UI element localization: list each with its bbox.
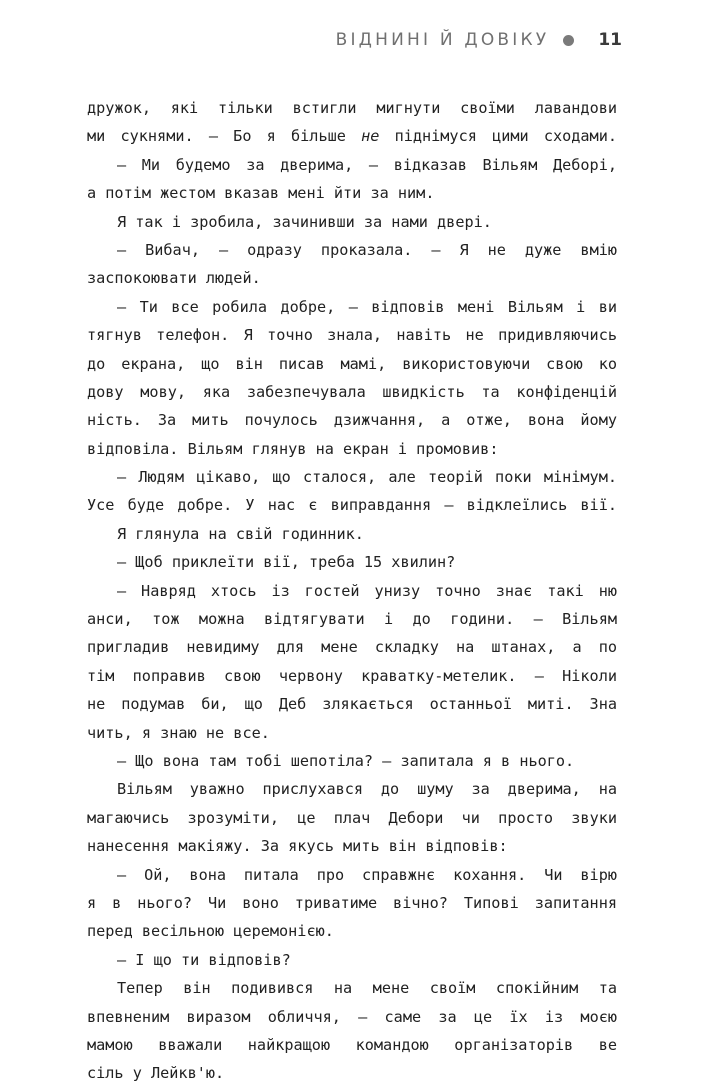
line-text: я в нього? Чи воно триватиме вічно? Типові запитання: [87, 893, 617, 912]
page-number: 11: [598, 30, 622, 50]
text-line: [87, 122, 617, 150]
text-line: [87, 861, 617, 889]
text-line: [87, 577, 617, 605]
line-text: тягнув телефон. Я точно знала, навіть не придивляючись: [87, 326, 617, 345]
line-text: Тепер він подивився на мене своїм спокійним та: [117, 979, 617, 998]
text-line: [87, 633, 617, 661]
line-text: — Ти все робила добре, — відповів мені Вільям і ви: [117, 297, 617, 316]
line-text: впевненим виразом обличчя, — саме за це їх із моєю: [87, 1007, 617, 1026]
text-line: [87, 293, 617, 321]
text-line: [87, 662, 617, 690]
text-line: [87, 917, 617, 945]
text-line: [87, 690, 617, 718]
line-text: заспокоювати людей.: [87, 269, 261, 288]
line-text: до екрана, що він писав мамі, використовуючи свою ко: [87, 354, 617, 373]
line-text: анси, тож можна відтягувати і до години. — Вільям: [87, 610, 617, 629]
line-text: дружок, які тільки встигли мигнути своїми лавандови: [87, 99, 617, 117]
line-text: — І що ти відповів?: [117, 950, 291, 969]
line-text: — Що вона там тобі шепотіла? — запитала я в нього.: [117, 751, 575, 770]
line-text: не подумав би, що Деб злякається останньої миті. Зна: [87, 695, 617, 714]
text-line: [87, 264, 617, 292]
line-text: Усе буде добре. У нас є виправдання — відклеїлись вії.: [87, 496, 617, 515]
body-text: [87, 94, 617, 1088]
emphasized-word: не: [361, 127, 380, 146]
line-text: — Вибач, — одразу проказала. — Я не дуже вмію: [117, 240, 617, 259]
text-line: [87, 463, 617, 491]
text-line: [87, 775, 617, 803]
line-text: пригладив невидиму для мене складку на штанах, а по: [87, 638, 617, 657]
text-line: [87, 236, 617, 264]
text-line: [87, 179, 617, 207]
bullet-dot-icon: [563, 35, 574, 46]
line-text: — Навряд хтось із гостей унизу точно знає такі ню: [117, 581, 617, 600]
line-text: — Людям цікаво, що сталося, але теорій поки мінімум.: [117, 468, 617, 487]
text-line: [87, 946, 617, 974]
line-text: дову мову, яка забезпечувала швидкість та конфіденцій: [87, 382, 617, 401]
line-text: чить, я знаю не все.: [87, 723, 270, 742]
line-text-tail: піднімуся цими сходами.: [379, 127, 617, 146]
text-line: [87, 321, 617, 349]
text-line: [87, 520, 617, 548]
line-text: магаючись зрозуміти, це плач Дебори чи просто звуки: [87, 808, 617, 827]
text-line: [87, 889, 617, 917]
text-line: [87, 974, 617, 1002]
line-text: мамою вважали найкращою командою організаторів ве: [87, 1035, 617, 1054]
line-text: а потім жестом вказав мені йти за ним.: [87, 184, 435, 203]
line-text: Вільям уважно прислухався до шуму за дверима, на: [117, 780, 617, 799]
line-text: сіль у Лейкв'ю.: [87, 1064, 225, 1083]
text-line: [87, 548, 617, 576]
line-text: — Щоб приклеїти вії, треба 15 хвилин?: [117, 553, 456, 572]
line-text: ми сукнями. — Бо я більше: [87, 127, 362, 146]
text-line: [87, 605, 617, 633]
text-line: [87, 406, 617, 434]
text-line: [87, 804, 617, 832]
text-line: [87, 350, 617, 378]
text-line: [87, 94, 617, 122]
text-line: [87, 435, 617, 463]
line-text: Я глянула на свій годинник.: [117, 524, 364, 543]
line-text: ність. За мить почулось дзижчання, а отже, вона йому: [87, 411, 617, 430]
text-line: [87, 491, 617, 519]
running-title: ВІДНИНІ Й ДОВІКУ: [335, 30, 550, 50]
line-text: відповіла. Вільям глянув на екран і промовив:: [87, 439, 499, 458]
line-text: — Ой, вона питала про справжнє кохання. Чи вірю: [117, 865, 617, 884]
line-text: тім поправив свою червону краватку-метелик. — Ніколи: [87, 666, 617, 685]
text-line: [87, 1031, 617, 1059]
line-text: нанесення макіяжу. За якусь мить він відповів:: [87, 837, 508, 856]
text-line: [87, 719, 617, 747]
running-head: [336, 30, 622, 50]
text-line: [87, 151, 617, 179]
text-line: [87, 747, 617, 775]
line-text: Я так і зробила, зачинивши за нами двері.: [117, 212, 492, 231]
text-line: [87, 378, 617, 406]
text-line: [87, 832, 617, 860]
text-line: [87, 1059, 617, 1087]
text-line: [87, 1003, 617, 1031]
text-line: [87, 208, 617, 236]
line-text: перед весільною церемонією.: [87, 922, 334, 941]
line-text: — Ми будемо за дверима, — відказав Вільям Деборі,: [117, 155, 617, 174]
